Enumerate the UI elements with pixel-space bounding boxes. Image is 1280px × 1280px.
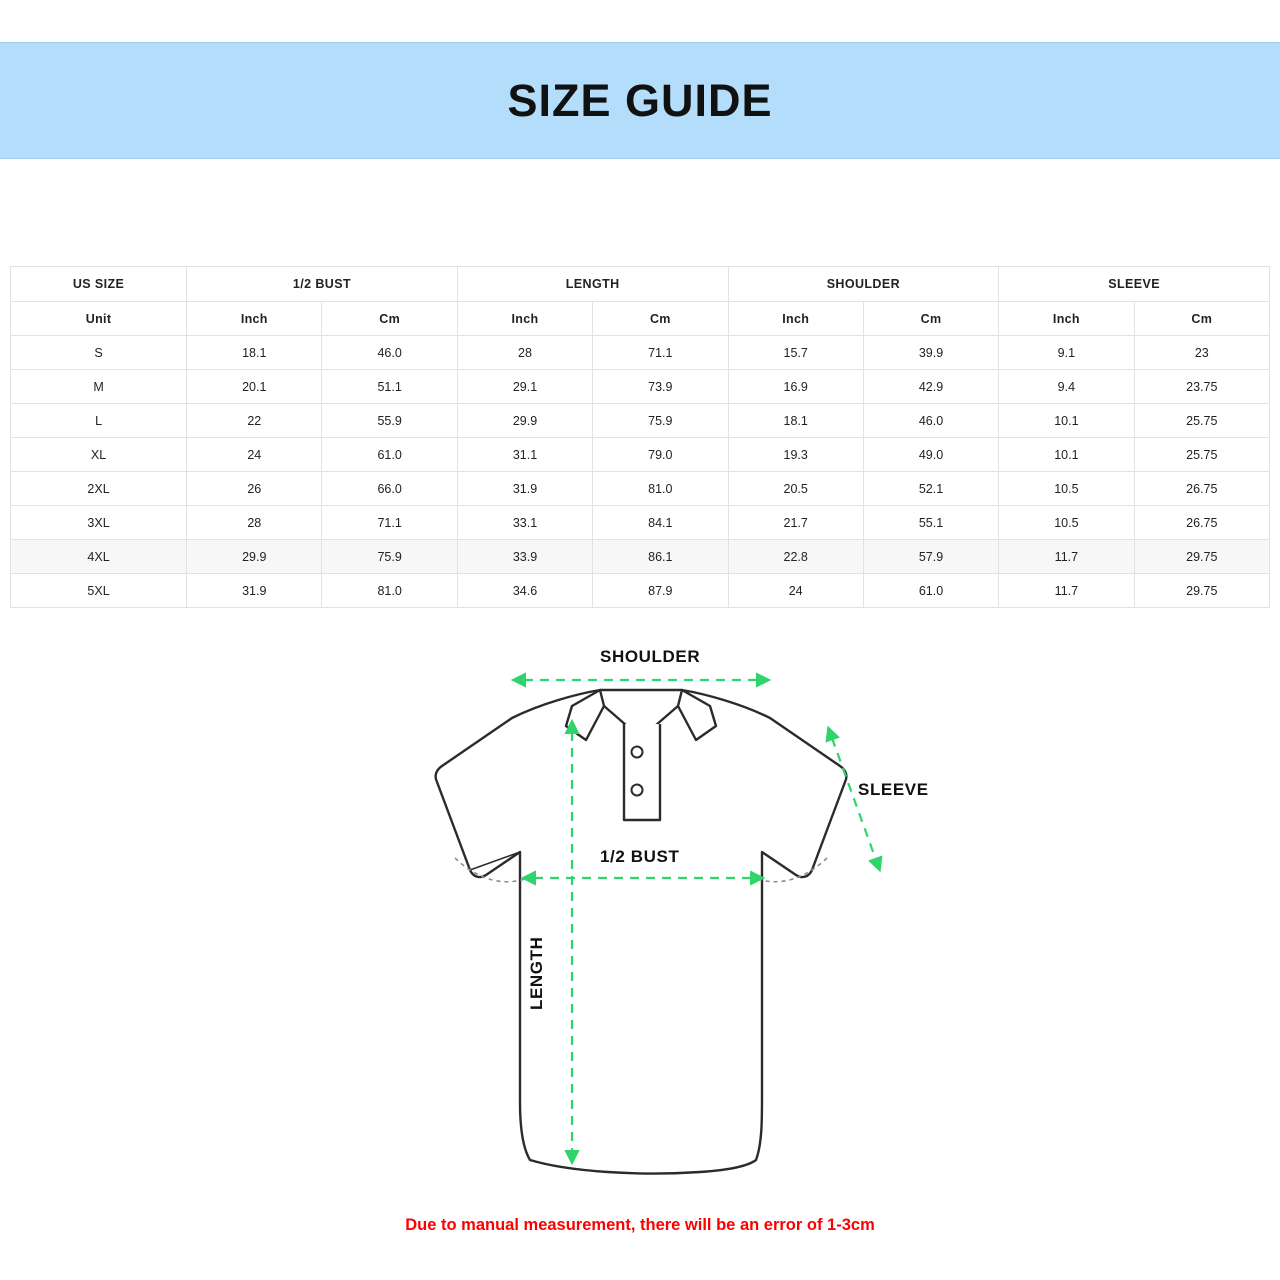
cell-sleeve-inch: 9.4 — [999, 370, 1134, 404]
cell-shoulder-cm: 49.0 — [863, 438, 998, 472]
cell-length-inch: 29.9 — [457, 404, 592, 438]
size-table-container — [10, 266, 1270, 608]
cell-bust-cm: 51.1 — [322, 370, 457, 404]
unit-label: Unit — [11, 302, 187, 336]
cell-size: 2XL — [11, 472, 187, 506]
cell-bust-inch: 18.1 — [187, 336, 322, 370]
page-title: SIZE GUIDE — [507, 74, 773, 126]
cell-size: M — [11, 370, 187, 404]
label-shoulder: SHOULDER — [600, 647, 701, 666]
cell-sleeve-inch: 11.7 — [999, 574, 1134, 608]
cell-sleeve-cm: 29.75 — [1134, 540, 1269, 574]
header-length: LENGTH — [457, 267, 728, 302]
cell-shoulder-inch: 21.7 — [728, 506, 863, 540]
cell-bust-cm: 66.0 — [322, 472, 457, 506]
cell-sleeve-cm: 25.75 — [1134, 438, 1269, 472]
cell-shoulder-cm: 61.0 — [863, 574, 998, 608]
header-shoulder: SHOULDER — [728, 267, 999, 302]
cell-length-inch: 31.1 — [457, 438, 592, 472]
unit-length-inch: Inch — [457, 302, 592, 336]
cell-shoulder-cm: 42.9 — [863, 370, 998, 404]
group-header-row — [11, 267, 1270, 302]
measurement-disclaimer: Due to manual measurement, there will be an error of 1-3cm — [405, 1216, 875, 1234]
cell-shoulder-cm: 57.9 — [863, 540, 998, 574]
cell-size: 5XL — [11, 574, 187, 608]
unit-sleeve-cm: Cm — [1134, 302, 1269, 336]
cell-sleeve-cm: 26.75 — [1134, 472, 1269, 506]
table-row — [11, 506, 1270, 540]
cell-length-cm: 79.0 — [593, 438, 728, 472]
cell-sleeve-inch: 10.1 — [999, 438, 1134, 472]
cell-bust-inch: 22 — [187, 404, 322, 438]
cell-shoulder-inch: 18.1 — [728, 404, 863, 438]
cell-sleeve-inch: 10.5 — [999, 506, 1134, 540]
cell-bust-cm: 71.1 — [322, 506, 457, 540]
table-row — [11, 404, 1270, 438]
unit-shoulder-cm: Cm — [863, 302, 998, 336]
unit-row — [11, 302, 1270, 336]
cell-shoulder-inch: 15.7 — [728, 336, 863, 370]
table-body — [11, 302, 1270, 608]
unit-length-cm: Cm — [593, 302, 728, 336]
cell-size: S — [11, 336, 187, 370]
size-table — [10, 266, 1270, 608]
cell-size: 3XL — [11, 506, 187, 540]
table-row — [11, 336, 1270, 370]
label-half-bust: 1/2 BUST — [600, 847, 680, 866]
cell-sleeve-inch: 10.5 — [999, 472, 1134, 506]
cell-length-cm: 73.9 — [593, 370, 728, 404]
cell-shoulder-cm: 55.1 — [863, 506, 998, 540]
cell-bust-inch: 28 — [187, 506, 322, 540]
cell-shoulder-inch: 19.3 — [728, 438, 863, 472]
table-row — [11, 540, 1270, 574]
cell-bust-cm: 61.0 — [322, 438, 457, 472]
cell-shoulder-cm: 52.1 — [863, 472, 998, 506]
cell-length-inch: 29.1 — [457, 370, 592, 404]
header-sleeve: SLEEVE — [999, 267, 1270, 302]
label-sleeve: SLEEVE — [858, 780, 929, 799]
cell-bust-inch: 26 — [187, 472, 322, 506]
label-length: LENGTH — [527, 936, 546, 1010]
cell-sleeve-cm: 25.75 — [1134, 404, 1269, 438]
measurement-diagram — [0, 620, 1280, 1220]
cell-bust-inch: 29.9 — [187, 540, 322, 574]
cell-shoulder-inch: 20.5 — [728, 472, 863, 506]
cell-bust-cm: 75.9 — [322, 540, 457, 574]
cell-shoulder-inch: 16.9 — [728, 370, 863, 404]
cell-sleeve-cm: 29.75 — [1134, 574, 1269, 608]
cell-length-cm: 86.1 — [593, 540, 728, 574]
unit-shoulder-inch: Inch — [728, 302, 863, 336]
cell-length-inch: 33.9 — [457, 540, 592, 574]
table-row — [11, 438, 1270, 472]
polo-shirt-illustration — [0, 620, 1280, 1220]
table-row — [11, 472, 1270, 506]
cell-length-cm: 71.1 — [593, 336, 728, 370]
unit-sleeve-inch: Inch — [999, 302, 1134, 336]
unit-bust-cm: Cm — [322, 302, 457, 336]
header-us-size: US SIZE — [11, 267, 187, 302]
cell-bust-inch: 31.9 — [187, 574, 322, 608]
cell-sleeve-cm: 26.75 — [1134, 506, 1269, 540]
table-row — [11, 574, 1270, 608]
cell-length-cm: 81.0 — [593, 472, 728, 506]
cell-length-cm: 75.9 — [593, 404, 728, 438]
cell-bust-inch: 24 — [187, 438, 322, 472]
header-half-bust: 1/2 BUST — [187, 267, 458, 302]
table-head — [11, 267, 1270, 302]
table-row — [11, 370, 1270, 404]
cell-length-cm: 87.9 — [593, 574, 728, 608]
cell-sleeve-cm: 23 — [1134, 336, 1269, 370]
cell-sleeve-cm: 23.75 — [1134, 370, 1269, 404]
cell-bust-cm: 55.9 — [322, 404, 457, 438]
cell-sleeve-inch: 9.1 — [999, 336, 1134, 370]
cell-bust-cm: 81.0 — [322, 574, 457, 608]
cell-sleeve-inch: 10.1 — [999, 404, 1134, 438]
cell-size: L — [11, 404, 187, 438]
cell-sleeve-inch: 11.7 — [999, 540, 1134, 574]
cell-length-inch: 31.9 — [457, 472, 592, 506]
cell-length-inch: 33.1 — [457, 506, 592, 540]
unit-bust-inch: Inch — [187, 302, 322, 336]
cell-length-cm: 84.1 — [593, 506, 728, 540]
cell-size: XL — [11, 438, 187, 472]
cell-size: 4XL — [11, 540, 187, 574]
cell-length-inch: 34.6 — [457, 574, 592, 608]
cell-shoulder-inch: 24 — [728, 574, 863, 608]
cell-shoulder-cm: 46.0 — [863, 404, 998, 438]
cell-shoulder-inch: 22.8 — [728, 540, 863, 574]
cell-shoulder-cm: 39.9 — [863, 336, 998, 370]
cell-bust-cm: 46.0 — [322, 336, 457, 370]
cell-length-inch: 28 — [457, 336, 592, 370]
header-banner — [0, 42, 1280, 159]
cell-bust-inch: 20.1 — [187, 370, 322, 404]
